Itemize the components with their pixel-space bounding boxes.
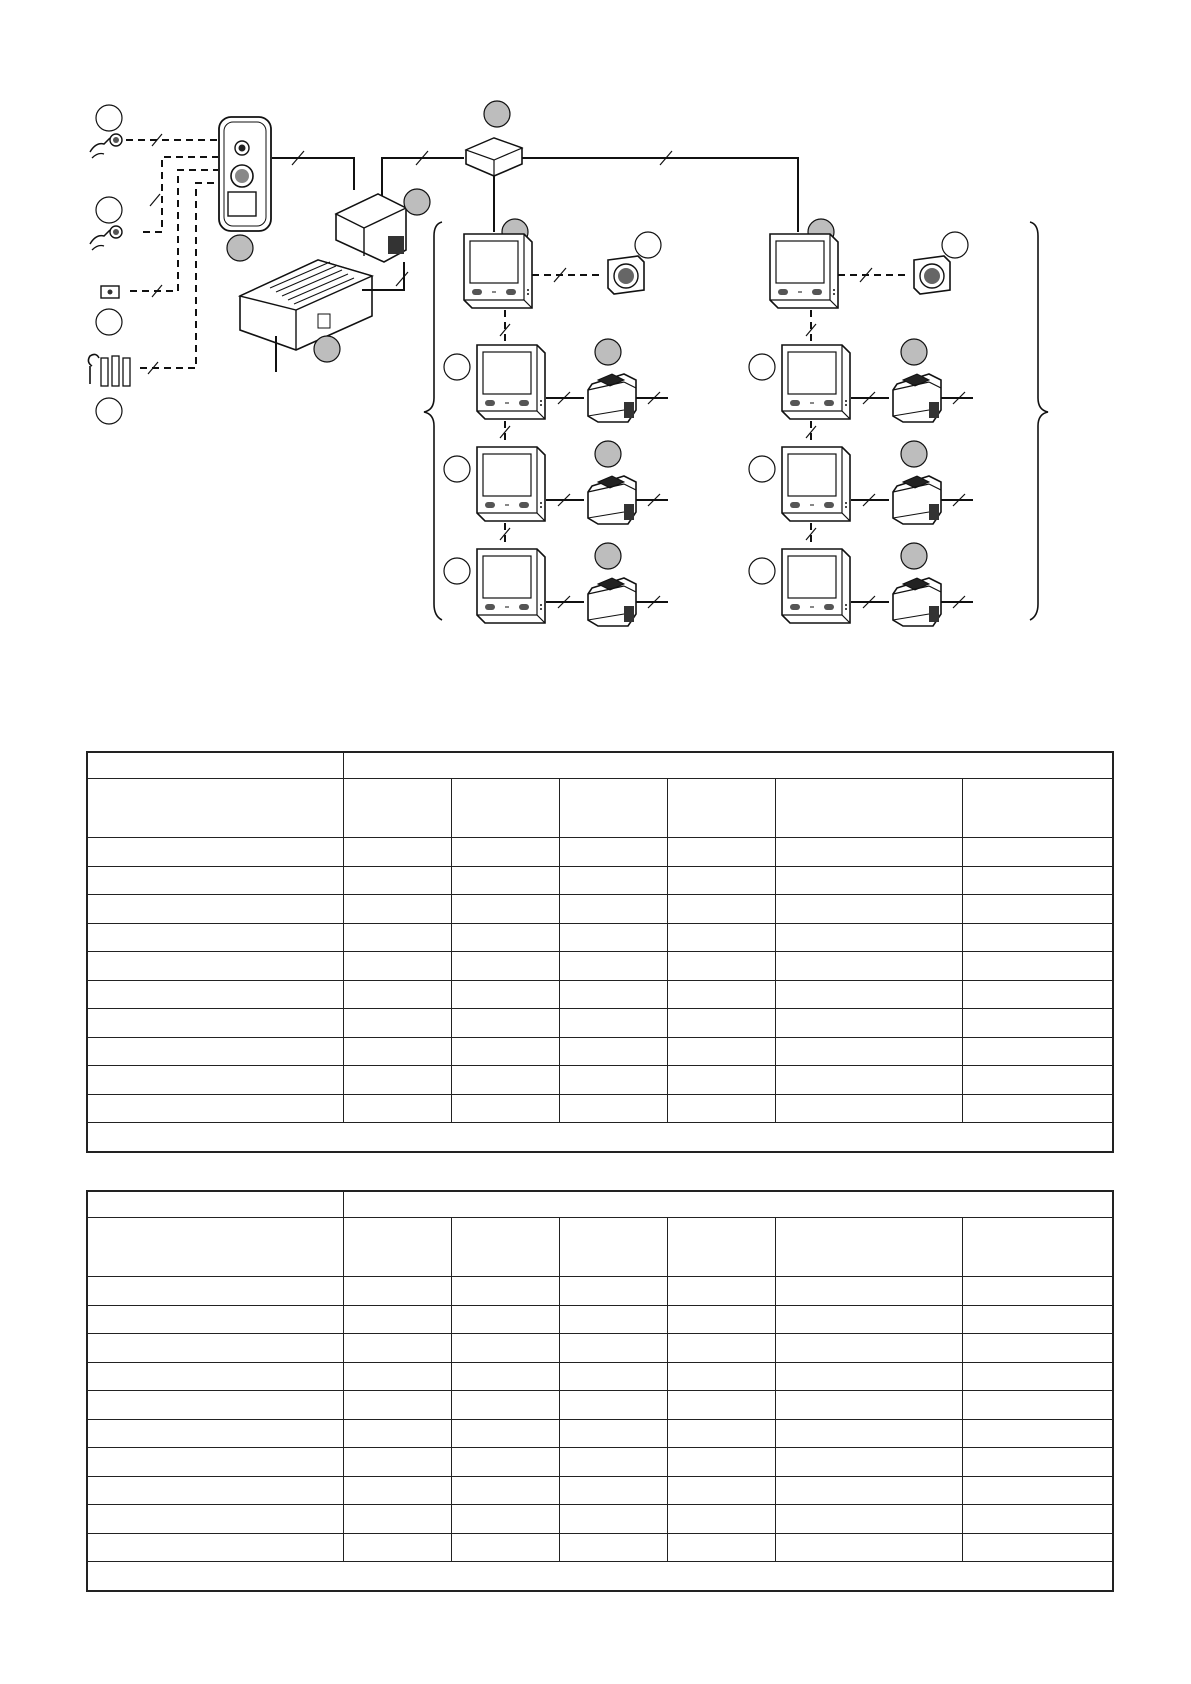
table-cell: [775, 1094, 962, 1123]
monitor-column-right: [749, 219, 973, 626]
table-cell: [451, 895, 559, 924]
table-header-cell: [87, 752, 343, 779]
table-cell: [962, 895, 1113, 924]
callout-lock-actuator: [96, 398, 122, 424]
table-cell: [559, 1009, 667, 1038]
table-cell: [451, 838, 559, 867]
table-cell: [451, 1305, 559, 1334]
table-cell: [451, 1362, 559, 1391]
table-header-row: [87, 1191, 1113, 1218]
table-cell: [667, 1419, 775, 1448]
table-cell: [775, 1009, 962, 1038]
relay-left-4: [588, 578, 636, 626]
table-cell: [451, 1448, 559, 1477]
table-cell: [775, 1391, 962, 1420]
table-row: [87, 1391, 1113, 1420]
table-row: [87, 1419, 1113, 1448]
table-cell: [343, 1037, 451, 1066]
din-interface: [336, 194, 406, 262]
relay-right-4: [893, 578, 941, 626]
table-subheader-cell: [775, 779, 962, 838]
table-cell: [87, 1334, 343, 1363]
wire-door-interface: [272, 158, 354, 190]
wiring-diagram: [0, 0, 1191, 700]
table-cell: [667, 838, 775, 867]
table-cell: [343, 952, 451, 981]
table-cell: [667, 1505, 775, 1534]
table-subheader-cell: [343, 779, 451, 838]
table-cell: [87, 838, 343, 867]
table-cell: [343, 1362, 451, 1391]
table-cell: [87, 980, 343, 1009]
table-cell: [559, 1362, 667, 1391]
relay-left-3: [588, 476, 636, 524]
table-cell: [667, 866, 775, 895]
table-cell: [343, 1094, 451, 1123]
table-cell: [559, 1533, 667, 1562]
door-peripherals-group: [88, 105, 218, 424]
table-cell: [451, 1094, 559, 1123]
table-footer-cell: [87, 1562, 1113, 1592]
callout-relay-right-3: [901, 441, 927, 467]
table-cell: [962, 1009, 1113, 1038]
table-cell: [962, 1533, 1113, 1562]
table-cell: [962, 980, 1113, 1009]
table-cell: [343, 1009, 451, 1038]
table-cell: [667, 952, 775, 981]
table-cell: [451, 952, 559, 981]
table-cell: [559, 952, 667, 981]
table-cell: [451, 1476, 559, 1505]
callout-monitor-left-2: [444, 354, 470, 380]
table-cell: [559, 895, 667, 924]
callout-bell-left: [635, 232, 661, 258]
table-cell: [667, 1362, 775, 1391]
table-cell: [559, 1505, 667, 1534]
table-cell: [343, 923, 451, 952]
table-subheader-row: [87, 1218, 1113, 1277]
table-cell: [962, 1362, 1113, 1391]
table-cell: [962, 1305, 1113, 1334]
monitor-column-left: [444, 219, 668, 626]
table-cell: [775, 1362, 962, 1391]
table-cell: [87, 1009, 343, 1038]
table-cell: [87, 1533, 343, 1562]
table-cell: [87, 952, 343, 981]
table-cell: [667, 1533, 775, 1562]
table-cell: [451, 1037, 559, 1066]
table-cell: [667, 1066, 775, 1095]
table-cell: [775, 1277, 962, 1306]
table-cell: [87, 1448, 343, 1477]
table-cell: [559, 1037, 667, 1066]
table-row: [87, 1277, 1113, 1306]
table-cell: [667, 1277, 775, 1306]
table-cell: [87, 1362, 343, 1391]
table-cell: [559, 1277, 667, 1306]
monitor-left-4: [477, 549, 545, 623]
table-cell: [962, 1037, 1113, 1066]
callout-relay-left-4: [595, 543, 621, 569]
table-cell: [962, 1334, 1113, 1363]
table-cell: [775, 1066, 962, 1095]
callout-card-reader: [96, 309, 122, 335]
cable-spec-table-2: [86, 1190, 1114, 1592]
table-cell: [343, 895, 451, 924]
table-subheader-cell: [667, 1218, 775, 1277]
table-cell: [87, 1094, 343, 1123]
table-row: [87, 1066, 1113, 1095]
table-cell: [962, 1476, 1113, 1505]
table-cell: [559, 980, 667, 1009]
callout-door-station: [227, 235, 253, 261]
callout-monitor-right-3: [749, 456, 775, 482]
table-cell: [667, 923, 775, 952]
table-row: [87, 1362, 1113, 1391]
call-button-icon: [90, 134, 122, 158]
table-cell: [775, 923, 962, 952]
table-cell: [87, 866, 343, 895]
table-cell: [451, 1334, 559, 1363]
table-cell: [667, 1094, 775, 1123]
callout-distributor: [484, 101, 510, 127]
table-cell: [87, 1277, 343, 1306]
table-cell: [559, 1448, 667, 1477]
table-subheader-cell: [667, 779, 775, 838]
callout-monitor-left-4: [444, 558, 470, 584]
call-button-icon-2: [90, 226, 122, 250]
callout-monitor-left-3: [444, 456, 470, 482]
table-footer-row: [87, 1123, 1113, 1153]
table-header-cell: [343, 1191, 1113, 1218]
monitor-left-2: [477, 345, 545, 419]
table-cell: [559, 866, 667, 895]
table-header-cell: [343, 752, 1113, 779]
table-cell: [559, 838, 667, 867]
table-cell: [667, 1391, 775, 1420]
table-cell: [962, 1391, 1113, 1420]
bell-left: [608, 256, 644, 294]
callout-call-button-2: [96, 197, 122, 223]
table-cell: [451, 1391, 559, 1420]
table-subheader-row: [87, 779, 1113, 838]
monitor-right-2: [782, 345, 850, 419]
table-row: [87, 1505, 1113, 1534]
table-row: [87, 1305, 1113, 1334]
table-cell: [775, 1505, 962, 1534]
bell-right: [914, 256, 950, 294]
table-subheader-cell: [87, 779, 343, 838]
table-row: [87, 923, 1113, 952]
table-row: [87, 1448, 1113, 1477]
wire-distributor-right: [522, 158, 798, 232]
callout-relay-left-2: [595, 339, 621, 365]
left-brace: [424, 222, 442, 620]
monitor-right-3: [782, 447, 850, 521]
table-cell: [451, 923, 559, 952]
table-cell: [667, 1305, 775, 1334]
table-cell: [343, 838, 451, 867]
table-cell: [775, 1476, 962, 1505]
table-cell: [343, 1277, 451, 1306]
table-subheader-cell: [962, 779, 1113, 838]
right-brace: [1030, 222, 1048, 620]
table-row: [87, 1037, 1113, 1066]
table-cell: [775, 1448, 962, 1477]
table-cell: [343, 980, 451, 1009]
table-cell: [559, 1066, 667, 1095]
monitor-master-left: [464, 234, 532, 308]
table-cell: [451, 1009, 559, 1038]
relay-right-3: [893, 476, 941, 524]
relay-right-2: [893, 374, 941, 422]
table-cell: [667, 1037, 775, 1066]
table-cell: [87, 1305, 343, 1334]
table-cell: [775, 1305, 962, 1334]
callout-relay-right-4: [901, 543, 927, 569]
table-row: [87, 1009, 1113, 1038]
table-cell: [962, 838, 1113, 867]
table-cell: [87, 1419, 343, 1448]
table-cell: [451, 1505, 559, 1534]
monitor-master-right: [770, 234, 838, 308]
table-cell: [559, 1305, 667, 1334]
table-cell: [343, 1476, 451, 1505]
table-cell: [962, 923, 1113, 952]
table-cell: [775, 1419, 962, 1448]
table-cell: [775, 1037, 962, 1066]
table-cell: [343, 1066, 451, 1095]
table-cell: [667, 1009, 775, 1038]
table-cell: [775, 1334, 962, 1363]
table-cell: [962, 866, 1113, 895]
table-cell: [343, 1505, 451, 1534]
table-row: [87, 838, 1113, 867]
table-cell: [962, 1505, 1113, 1534]
table-cell: [451, 1066, 559, 1095]
table-cell: [962, 1066, 1113, 1095]
callout-bell-right: [942, 232, 968, 258]
table-subheader-cell: [451, 1218, 559, 1277]
table-cell: [87, 1391, 343, 1420]
table-subheader-cell: [451, 779, 559, 838]
table-row: [87, 895, 1113, 924]
door-station: [219, 117, 271, 231]
lock-actuator-icon: [88, 354, 130, 386]
table-cell: [559, 1476, 667, 1505]
table-cell: [451, 1533, 559, 1562]
callout-din-interface: [404, 189, 430, 215]
table-row: [87, 866, 1113, 895]
table-cell: [962, 1277, 1113, 1306]
table-cell: [559, 1334, 667, 1363]
table-cell: [559, 1419, 667, 1448]
table-cell: [775, 866, 962, 895]
callout-call-button-1: [96, 105, 122, 131]
table-subheader-cell: [775, 1218, 962, 1277]
callout-monitor-right-4: [749, 558, 775, 584]
table-row: [87, 1334, 1113, 1363]
table-cell: [775, 952, 962, 981]
table-subheader-cell: [559, 1218, 667, 1277]
table-cell: [343, 1305, 451, 1334]
table-row: [87, 1476, 1113, 1505]
table-cell: [667, 1448, 775, 1477]
table-cell: [451, 980, 559, 1009]
table-cell: [775, 980, 962, 1009]
table-cell: [775, 838, 962, 867]
table-cell: [775, 895, 962, 924]
table-row: [87, 980, 1113, 1009]
table-cell: [451, 866, 559, 895]
table-cell: [962, 1094, 1113, 1123]
table-cell: [343, 1448, 451, 1477]
table-cell: [775, 1533, 962, 1562]
table-cell: [87, 1476, 343, 1505]
monitor-right-4: [782, 549, 850, 623]
table-subheader-cell: [962, 1218, 1113, 1277]
table-cell: [87, 895, 343, 924]
table-subheader-cell: [559, 779, 667, 838]
cable-spec-table-1: [86, 751, 1114, 1153]
table-cell: [667, 980, 775, 1009]
table-subheader-cell: [343, 1218, 451, 1277]
table-cell: [343, 1391, 451, 1420]
table-cell: [559, 923, 667, 952]
table-row: [87, 1094, 1113, 1123]
table-cell: [343, 1334, 451, 1363]
table-header-row: [87, 752, 1113, 779]
callout-power-supply: [314, 336, 340, 362]
table-cell: [962, 1419, 1113, 1448]
table-footer-cell: [87, 1123, 1113, 1153]
table-cell: [343, 866, 451, 895]
table-row: [87, 1533, 1113, 1562]
monitor-left-3: [477, 447, 545, 521]
callout-monitor-right-2: [749, 354, 775, 380]
table-cell: [962, 1448, 1113, 1477]
table-cell: [87, 923, 343, 952]
table-cell: [559, 1094, 667, 1123]
relay-left-2: [588, 374, 636, 422]
table-cell: [667, 895, 775, 924]
table-cell: [87, 1066, 343, 1095]
table-subheader-cell: [87, 1218, 343, 1277]
table-header-cell: [87, 1191, 343, 1218]
table-cell: [451, 1419, 559, 1448]
table-footer-row: [87, 1562, 1113, 1592]
table-row: [87, 952, 1113, 981]
table-cell: [87, 1037, 343, 1066]
table-cell: [667, 1476, 775, 1505]
table-cell: [87, 1505, 343, 1534]
callout-relay-right-2: [901, 339, 927, 365]
callout-relay-left-3: [595, 441, 621, 467]
table-cell: [962, 952, 1113, 981]
table-cell: [667, 1334, 775, 1363]
table-cell: [559, 1391, 667, 1420]
power-supply: [240, 260, 372, 372]
table-cell: [343, 1419, 451, 1448]
table-cell: [451, 1277, 559, 1306]
table-cell: [343, 1533, 451, 1562]
distributor: [466, 138, 522, 176]
